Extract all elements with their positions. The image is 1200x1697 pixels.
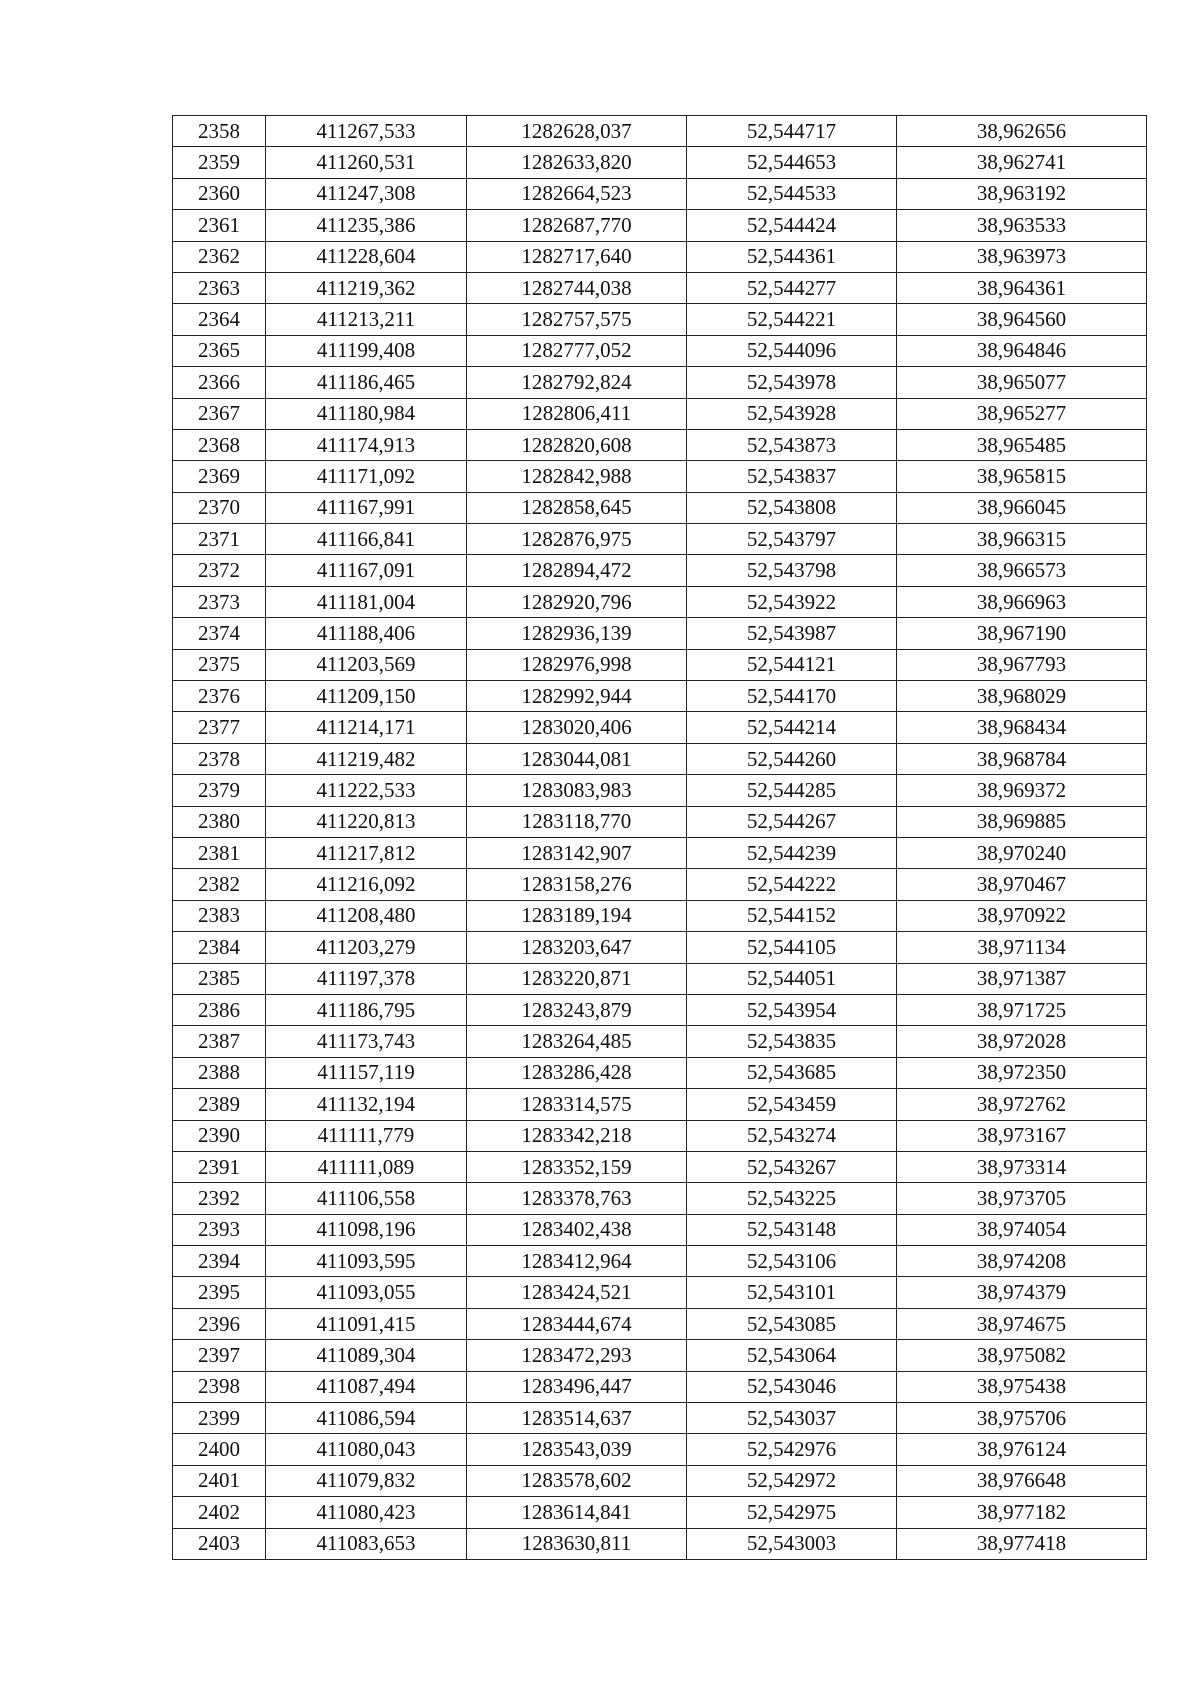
latitude-cell: 52,543085: [687, 1308, 897, 1339]
point-number-cell: 2386: [173, 994, 266, 1025]
longitude-cell: 38,971387: [897, 963, 1147, 994]
point-number-cell: 2363: [173, 272, 266, 303]
point-number-cell: 2402: [173, 1497, 266, 1528]
table-row: [173, 1246, 1147, 1277]
longitude-cell: 38,966315: [897, 524, 1147, 555]
y-coordinate-cell: 1282806,411: [467, 398, 687, 429]
longitude-cell: 38,974675: [897, 1308, 1147, 1339]
latitude-cell: 52,544170: [687, 681, 897, 712]
y-coordinate-cell: 1282757,575: [467, 304, 687, 335]
y-coordinate-cell: 1282876,975: [467, 524, 687, 555]
table-row: [173, 1151, 1147, 1182]
x-coordinate-cell: 411111,089: [266, 1151, 467, 1182]
latitude-cell: 52,544221: [687, 304, 897, 335]
y-coordinate-cell: 1282992,944: [467, 681, 687, 712]
y-coordinate-cell: 1283083,983: [467, 775, 687, 806]
coordinates-table-body: [173, 116, 1147, 1560]
latitude-cell: 52,542976: [687, 1434, 897, 1465]
longitude-cell: 38,973705: [897, 1183, 1147, 1214]
y-coordinate-cell: 1282820,608: [467, 429, 687, 460]
longitude-cell: 38,969372: [897, 775, 1147, 806]
longitude-cell: 38,965277: [897, 398, 1147, 429]
table-row: [173, 492, 1147, 523]
table-row: [173, 963, 1147, 994]
table-row: [173, 775, 1147, 806]
latitude-cell: 52,542972: [687, 1465, 897, 1496]
point-number-cell: 2376: [173, 681, 266, 712]
x-coordinate-cell: 411186,795: [266, 994, 467, 1025]
y-coordinate-cell: 1282920,796: [467, 586, 687, 617]
longitude-cell: 38,972350: [897, 1057, 1147, 1088]
longitude-cell: 38,962741: [897, 147, 1147, 178]
y-coordinate-cell: 1283203,647: [467, 932, 687, 963]
point-number-cell: 2388: [173, 1057, 266, 1088]
y-coordinate-cell: 1283424,521: [467, 1277, 687, 1308]
x-coordinate-cell: 411181,004: [266, 586, 467, 617]
x-coordinate-cell: 411209,150: [266, 681, 467, 712]
point-number-cell: 2395: [173, 1277, 266, 1308]
y-coordinate-cell: 1283189,194: [467, 900, 687, 931]
latitude-cell: 52,543064: [687, 1340, 897, 1371]
x-coordinate-cell: 411235,386: [266, 210, 467, 241]
table-row: [173, 1497, 1147, 1528]
latitude-cell: 52,543101: [687, 1277, 897, 1308]
latitude-cell: 52,544214: [687, 712, 897, 743]
x-coordinate-cell: 411217,812: [266, 837, 467, 868]
latitude-cell: 52,543835: [687, 1026, 897, 1057]
y-coordinate-cell: 1282936,139: [467, 618, 687, 649]
point-number-cell: 2396: [173, 1308, 266, 1339]
point-number-cell: 2394: [173, 1246, 266, 1277]
latitude-cell: 52,544152: [687, 900, 897, 931]
x-coordinate-cell: 411188,406: [266, 618, 467, 649]
y-coordinate-cell: 1282687,770: [467, 210, 687, 241]
latitude-cell: 52,543837: [687, 461, 897, 492]
y-coordinate-cell: 1282633,820: [467, 147, 687, 178]
table-row: [173, 116, 1147, 147]
point-number-cell: 2398: [173, 1371, 266, 1402]
table-row: [173, 524, 1147, 555]
y-coordinate-cell: 1283578,602: [467, 1465, 687, 1496]
table-row: [173, 210, 1147, 241]
latitude-cell: 52,544267: [687, 806, 897, 837]
point-number-cell: 2369: [173, 461, 266, 492]
longitude-cell: 38,975706: [897, 1403, 1147, 1434]
table-row: [173, 1026, 1147, 1057]
x-coordinate-cell: 411166,841: [266, 524, 467, 555]
longitude-cell: 38,963533: [897, 210, 1147, 241]
x-coordinate-cell: 411171,092: [266, 461, 467, 492]
x-coordinate-cell: 411080,423: [266, 1497, 467, 1528]
x-coordinate-cell: 411216,092: [266, 869, 467, 900]
longitude-cell: 38,977418: [897, 1528, 1147, 1559]
x-coordinate-cell: 411083,653: [266, 1528, 467, 1559]
longitude-cell: 38,976124: [897, 1434, 1147, 1465]
point-number-cell: 2377: [173, 712, 266, 743]
table-row: [173, 461, 1147, 492]
point-number-cell: 2375: [173, 649, 266, 680]
y-coordinate-cell: 1283412,964: [467, 1246, 687, 1277]
latitude-cell: 52,543922: [687, 586, 897, 617]
latitude-cell: 52,543459: [687, 1089, 897, 1120]
longitude-cell: 38,968784: [897, 743, 1147, 774]
latitude-cell: 52,544533: [687, 178, 897, 209]
latitude-cell: 52,544653: [687, 147, 897, 178]
latitude-cell: 52,543685: [687, 1057, 897, 1088]
y-coordinate-cell: 1283342,218: [467, 1120, 687, 1151]
y-coordinate-cell: 1283142,907: [467, 837, 687, 868]
point-number-cell: 2387: [173, 1026, 266, 1057]
latitude-cell: 52,543267: [687, 1151, 897, 1182]
latitude-cell: 52,544285: [687, 775, 897, 806]
table-row: [173, 1308, 1147, 1339]
table-row: [173, 1214, 1147, 1245]
longitude-cell: 38,965077: [897, 367, 1147, 398]
x-coordinate-cell: 411093,595: [266, 1246, 467, 1277]
table-row: [173, 649, 1147, 680]
latitude-cell: 52,543987: [687, 618, 897, 649]
point-number-cell: 2383: [173, 900, 266, 931]
point-number-cell: 2385: [173, 963, 266, 994]
table-row: [173, 1120, 1147, 1151]
table-row: [173, 1434, 1147, 1465]
x-coordinate-cell: 411220,813: [266, 806, 467, 837]
longitude-cell: 38,970467: [897, 869, 1147, 900]
table-row: [173, 869, 1147, 900]
point-number-cell: 2379: [173, 775, 266, 806]
longitude-cell: 38,972028: [897, 1026, 1147, 1057]
y-coordinate-cell: 1282792,824: [467, 367, 687, 398]
table-row: [173, 681, 1147, 712]
longitude-cell: 38,969885: [897, 806, 1147, 837]
table-row: [173, 618, 1147, 649]
y-coordinate-cell: 1283496,447: [467, 1371, 687, 1402]
x-coordinate-cell: 411106,558: [266, 1183, 467, 1214]
latitude-cell: 52,543797: [687, 524, 897, 555]
x-coordinate-cell: 411197,378: [266, 963, 467, 994]
point-number-cell: 2365: [173, 335, 266, 366]
x-coordinate-cell: 411203,569: [266, 649, 467, 680]
point-number-cell: 2361: [173, 210, 266, 241]
y-coordinate-cell: 1283630,811: [467, 1528, 687, 1559]
longitude-cell: 38,966045: [897, 492, 1147, 523]
point-number-cell: 2367: [173, 398, 266, 429]
table-row: [173, 1403, 1147, 1434]
point-number-cell: 2397: [173, 1340, 266, 1371]
x-coordinate-cell: 411167,091: [266, 555, 467, 586]
latitude-cell: 52,543003: [687, 1528, 897, 1559]
table-row: [173, 712, 1147, 743]
point-number-cell: 2364: [173, 304, 266, 335]
latitude-cell: 52,543225: [687, 1183, 897, 1214]
longitude-cell: 38,971725: [897, 994, 1147, 1025]
y-coordinate-cell: 1283472,293: [467, 1340, 687, 1371]
x-coordinate-cell: 411219,482: [266, 743, 467, 774]
longitude-cell: 38,971134: [897, 932, 1147, 963]
y-coordinate-cell: 1283044,081: [467, 743, 687, 774]
latitude-cell: 52,544717: [687, 116, 897, 147]
longitude-cell: 38,970922: [897, 900, 1147, 931]
longitude-cell: 38,966963: [897, 586, 1147, 617]
x-coordinate-cell: 411086,594: [266, 1403, 467, 1434]
latitude-cell: 52,544222: [687, 869, 897, 900]
table-row: [173, 1277, 1147, 1308]
latitude-cell: 52,544051: [687, 963, 897, 994]
table-row: [173, 586, 1147, 617]
table-row: [173, 1183, 1147, 1214]
point-number-cell: 2374: [173, 618, 266, 649]
point-number-cell: 2368: [173, 429, 266, 460]
table-row: [173, 429, 1147, 460]
longitude-cell: 38,964846: [897, 335, 1147, 366]
x-coordinate-cell: 411132,194: [266, 1089, 467, 1120]
point-number-cell: 2362: [173, 241, 266, 272]
longitude-cell: 38,970240: [897, 837, 1147, 868]
table-row: [173, 178, 1147, 209]
y-coordinate-cell: 1282894,472: [467, 555, 687, 586]
point-number-cell: 2399: [173, 1403, 266, 1434]
x-coordinate-cell: 411157,119: [266, 1057, 467, 1088]
x-coordinate-cell: 411093,055: [266, 1277, 467, 1308]
point-number-cell: 2378: [173, 743, 266, 774]
longitude-cell: 38,967793: [897, 649, 1147, 680]
latitude-cell: 52,543808: [687, 492, 897, 523]
latitude-cell: 52,543978: [687, 367, 897, 398]
y-coordinate-cell: 1283444,674: [467, 1308, 687, 1339]
x-coordinate-cell: 411180,984: [266, 398, 467, 429]
longitude-cell: 38,967190: [897, 618, 1147, 649]
point-number-cell: 2391: [173, 1151, 266, 1182]
y-coordinate-cell: 1283314,575: [467, 1089, 687, 1120]
latitude-cell: 52,544121: [687, 649, 897, 680]
table-row: [173, 241, 1147, 272]
y-coordinate-cell: 1282744,038: [467, 272, 687, 303]
table-row: [173, 555, 1147, 586]
latitude-cell: 52,543798: [687, 555, 897, 586]
x-coordinate-cell: 411087,494: [266, 1371, 467, 1402]
y-coordinate-cell: 1283158,276: [467, 869, 687, 900]
longitude-cell: 38,963973: [897, 241, 1147, 272]
longitude-cell: 38,963192: [897, 178, 1147, 209]
table-row: [173, 304, 1147, 335]
table-row: [173, 272, 1147, 303]
y-coordinate-cell: 1283352,159: [467, 1151, 687, 1182]
table-row: [173, 335, 1147, 366]
x-coordinate-cell: 411079,832: [266, 1465, 467, 1496]
x-coordinate-cell: 411219,362: [266, 272, 467, 303]
table-row: [173, 1089, 1147, 1120]
y-coordinate-cell: 1283264,485: [467, 1026, 687, 1057]
x-coordinate-cell: 411214,171: [266, 712, 467, 743]
x-coordinate-cell: 411098,196: [266, 1214, 467, 1245]
latitude-cell: 52,544105: [687, 932, 897, 963]
point-number-cell: 2393: [173, 1214, 266, 1245]
latitude-cell: 52,544277: [687, 272, 897, 303]
latitude-cell: 52,543954: [687, 994, 897, 1025]
latitude-cell: 52,543046: [687, 1371, 897, 1402]
y-coordinate-cell: 1283286,428: [467, 1057, 687, 1088]
y-coordinate-cell: 1283118,770: [467, 806, 687, 837]
longitude-cell: 38,975082: [897, 1340, 1147, 1371]
longitude-cell: 38,968029: [897, 681, 1147, 712]
latitude-cell: 52,543037: [687, 1403, 897, 1434]
latitude-cell: 52,544424: [687, 210, 897, 241]
y-coordinate-cell: 1283243,879: [467, 994, 687, 1025]
point-number-cell: 2384: [173, 932, 266, 963]
point-number-cell: 2390: [173, 1120, 266, 1151]
longitude-cell: 38,975438: [897, 1371, 1147, 1402]
y-coordinate-cell: 1282777,052: [467, 335, 687, 366]
y-coordinate-cell: 1282664,523: [467, 178, 687, 209]
longitude-cell: 38,974054: [897, 1214, 1147, 1245]
y-coordinate-cell: 1282842,988: [467, 461, 687, 492]
y-coordinate-cell: 1283402,438: [467, 1214, 687, 1245]
x-coordinate-cell: 411186,465: [266, 367, 467, 398]
latitude-cell: 52,542975: [687, 1497, 897, 1528]
table-row: [173, 1057, 1147, 1088]
x-coordinate-cell: 411091,415: [266, 1308, 467, 1339]
x-coordinate-cell: 411080,043: [266, 1434, 467, 1465]
x-coordinate-cell: 411247,308: [266, 178, 467, 209]
point-number-cell: 2382: [173, 869, 266, 900]
latitude-cell: 52,543873: [687, 429, 897, 460]
point-number-cell: 2400: [173, 1434, 266, 1465]
y-coordinate-cell: 1283543,039: [467, 1434, 687, 1465]
point-number-cell: 2381: [173, 837, 266, 868]
longitude-cell: 38,965815: [897, 461, 1147, 492]
table-row: [173, 1465, 1147, 1496]
table-row: [173, 1340, 1147, 1371]
point-number-cell: 2360: [173, 178, 266, 209]
longitude-cell: 38,965485: [897, 429, 1147, 460]
x-coordinate-cell: 411111,779: [266, 1120, 467, 1151]
point-number-cell: 2403: [173, 1528, 266, 1559]
x-coordinate-cell: 411208,480: [266, 900, 467, 931]
y-coordinate-cell: 1282717,640: [467, 241, 687, 272]
x-coordinate-cell: 411173,743: [266, 1026, 467, 1057]
table-row: [173, 932, 1147, 963]
point-number-cell: 2380: [173, 806, 266, 837]
latitude-cell: 52,543928: [687, 398, 897, 429]
table-row: [173, 837, 1147, 868]
y-coordinate-cell: 1282976,998: [467, 649, 687, 680]
table-row: [173, 994, 1147, 1025]
y-coordinate-cell: 1283514,637: [467, 1403, 687, 1434]
longitude-cell: 38,973167: [897, 1120, 1147, 1151]
latitude-cell: 52,544361: [687, 241, 897, 272]
point-number-cell: 2366: [173, 367, 266, 398]
point-number-cell: 2371: [173, 524, 266, 555]
longitude-cell: 38,962656: [897, 116, 1147, 147]
longitude-cell: 38,974208: [897, 1246, 1147, 1277]
x-coordinate-cell: 411203,279: [266, 932, 467, 963]
point-number-cell: 2392: [173, 1183, 266, 1214]
x-coordinate-cell: 411260,531: [266, 147, 467, 178]
x-coordinate-cell: 411213,211: [266, 304, 467, 335]
table-row: [173, 398, 1147, 429]
latitude-cell: 52,543148: [687, 1214, 897, 1245]
x-coordinate-cell: 411167,991: [266, 492, 467, 523]
y-coordinate-cell: 1283614,841: [467, 1497, 687, 1528]
table-row: [173, 743, 1147, 774]
point-number-cell: 2359: [173, 147, 266, 178]
y-coordinate-cell: 1282628,037: [467, 116, 687, 147]
table-row: [173, 1371, 1147, 1402]
y-coordinate-cell: 1283378,763: [467, 1183, 687, 1214]
point-number-cell: 2372: [173, 555, 266, 586]
longitude-cell: 38,968434: [897, 712, 1147, 743]
longitude-cell: 38,964361: [897, 272, 1147, 303]
table-row: [173, 1528, 1147, 1559]
x-coordinate-cell: 411222,533: [266, 775, 467, 806]
table-row: [173, 806, 1147, 837]
latitude-cell: 52,543106: [687, 1246, 897, 1277]
point-number-cell: 2373: [173, 586, 266, 617]
x-coordinate-cell: 411267,533: [266, 116, 467, 147]
latitude-cell: 52,544096: [687, 335, 897, 366]
table-row: [173, 367, 1147, 398]
table-row: [173, 147, 1147, 178]
x-coordinate-cell: 411228,604: [266, 241, 467, 272]
longitude-cell: 38,964560: [897, 304, 1147, 335]
latitude-cell: 52,544260: [687, 743, 897, 774]
longitude-cell: 38,974379: [897, 1277, 1147, 1308]
x-coordinate-cell: 411199,408: [266, 335, 467, 366]
latitude-cell: 52,544239: [687, 837, 897, 868]
point-number-cell: 2370: [173, 492, 266, 523]
longitude-cell: 38,977182: [897, 1497, 1147, 1528]
longitude-cell: 38,966573: [897, 555, 1147, 586]
table-row: [173, 900, 1147, 931]
point-number-cell: 2358: [173, 116, 266, 147]
longitude-cell: 38,976648: [897, 1465, 1147, 1496]
longitude-cell: 38,973314: [897, 1151, 1147, 1182]
point-number-cell: 2389: [173, 1089, 266, 1120]
coordinates-table: [172, 115, 1147, 1560]
latitude-cell: 52,543274: [687, 1120, 897, 1151]
x-coordinate-cell: 411174,913: [266, 429, 467, 460]
y-coordinate-cell: 1283020,406: [467, 712, 687, 743]
longitude-cell: 38,972762: [897, 1089, 1147, 1120]
x-coordinate-cell: 411089,304: [266, 1340, 467, 1371]
y-coordinate-cell: 1282858,645: [467, 492, 687, 523]
point-number-cell: 2401: [173, 1465, 266, 1496]
y-coordinate-cell: 1283220,871: [467, 963, 687, 994]
